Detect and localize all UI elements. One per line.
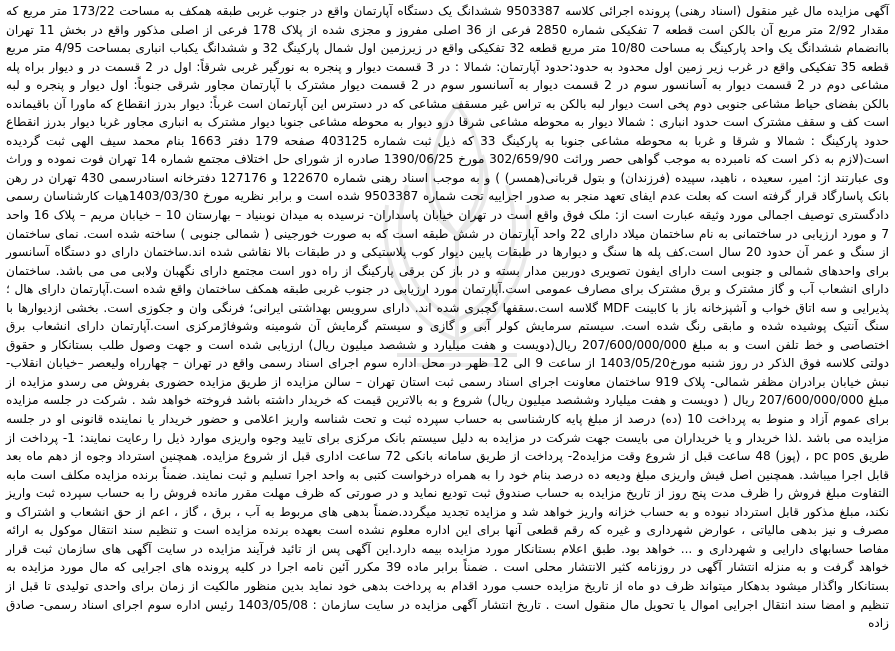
auction-notice-text: آگهی مزایده مال غیر منقول (اسناد رهنی) پرونده اجرائی کلاسه 9503387 ششدانگ یک دستگاه آپارتمان واقع در جنوب غربی طبقه همکف به مساحت 173/22 متر مربع که مقدار 2/92 متر مربع آن بالکن است قطعه 7 تفکیکی شماره 2850 فرعی از 36 اصلی مفروز و مجزی شده از پلاک 178 فرعی از اصلی مذکور واقع در بخش 11 تهران باانضمام ششدانگ یک واحد پارکینگ به مساحت 10/80 متر مربع قطعه 32 تفکیکی واقع در زیرزمین اول شمال پارکینگ 32 و ششدانگ یکباب انباری بمساحت 4/95 متر مربع قطعه 35 تفکیکی واقع در غرب زیر زمین اول محدود به حدود:حدود آپارتمان: شمالا : در 3 قسمت دیوار و پنجره به نورگیر غربی شرقاً: اول در 2 قسمت در و دیوار براه پله مشاعی دوم در 2 قسمت دیوار به آسانسور سوم در 2 قسمت دیوار به آسانسور سوم در 2 قسمت دیوار مشترک با آپارتمان مجاور شرقی جنوباً: اول دیوار و پنجره و لبه بالکن بفضای حیاط مشاعی جنوبی دوم پخی است دیوار لبه بالکن به تراس غیر مسقف مشاعی که در دسترس این آپارتمان است غرباً: دیوار بدرز انقطاع که ماورا آن باقیمانده است کف و سقف مشترک است حدود انباری : شمالا دیوار به محوطه مشاعی شرقا درو دیوار به محوطه مشاعی جنوبا دیوار مشترک به انباری مجاور غربا دیوار بدرز انقطاع حدود پارکینگ : شمالا و شرقا و غربا به محوطه مشاعی جنوبا به پارکینگ 33 که ذیل ثبت شماره 403125 صفحه 179 دفتر 1663 بنام محمد سیف الهی ثبت گردیده است(لازم به ذکر است که نامبرده به موجب گواهی حصر وراثت 302/659/90 مورخ 1390/06/25 صادره از شورای حل اختلاف مجتمع شماره 14 تهران فوت نموده و وراث وی عبارتند از: امیر، سعیده ، ناهید، سپیده (فرزندان) و بتول قربانی(همسر) ) و به موجب اسناد رهنی شماره 122670 و 127176 دفترخانه اسنادرسمی 430 تهران در رهن بانک پاسارگاد قرار گرفته است که بعلت عدم ایفای تعهد منجر به صدور اجراییه تحت شماره 9503387 شده است و برابر نظریه مورخ 1403/03/30هیات کارشناسان رسمی دادگستری توصیف اجمالی مورد وثیقه عبارت است از: ملک فوق واقع است در تهران خیابان پاسداران- نرسیده به میدان نوبنیاد – بهارستان 10 – خیابان مریم – پلاک 16 واحد 7 و مورد ارزیابی در ساختمانی به نام ساختمان میلاد دارای 22 واحد آپارتمان در شش طبقه است که به صورت خورجینی ( شمالی جنوبی ) ساخته شده است. نمای ساختمان از سنگ و عمر آن حدود 20 سال است.کف پله ها سنگ و دیوارها در طبقات پایین دیوار کوب پلاستیکی و در طبقات بالا نقاشی شده اند.ساختمان دارای دو دستگاه آسانسور برای واحدهای شمالی و جنوبی است دارای ایفون تصویری دوربین مدار بسته و در باز کن برقی پارکینگ از راه دور است مجتمع دارای نگهبان ولابی می می باشد. ساختمان دارای انشعاب آب و گاز مشترک و برق مشترک برای مصارف عمومی است.آپارتمان مورد ارزیابی در جنوب غربی طبقه همکف ساختمان واقع شده است.آپارتمان دارای هال ؛ پذیرایی و سه اتاق خواب و آشپزخانه باز با کابینت MDF گلاسه است.سقفها گچبری شده اند. دارای سرویس بهداشتی ایرانی؛ فرنگی وان و جکوزی است. بخشی ازدیوارها با سنگ آنتیک پوشیده شده و مابقی رنگ شده است. سیستم سرمایش کولر آبی و گازی و سیستم گرمایش آن شومینه وشوفاژمرکزی است.آپارتمان دارای انشعاب برق اختصاصی و خط تلفن است و به مبلغ 207/600/000/000 ریال(دویست و هفت میلیارد و ششصد میلیون ریال) ارزیابی شده است و جهت وصول طلب بستانکار و حقوق دولتی کلاسه فوق الذکر در روز شنبه مورخ1403/05/20 از ساعت 9 الی 12 ظهر در محل اداره سوم اجرای اسناد رسمی واقع در تهران – چهارراه ولیعصر –خیابان انقلاب- نبش خیابان برادران مظفر شمالی- پلاک 919 ساختمان معاونت اجرای اسناد رسمی ثبت استان تهران – سالن مزایده از طریق مزایده حضوری بفروش می رسدو مزایده از مبلغ 207/600/000/000 ریال ( دویست و هفت میلیارد وششصد میلیون ریال) شروع و به بالاترین قیمت که خریدار داشته باشد فروخته خواهد شد . شرکت در جلسه مزایده برای عموم آزاد و منوط به پرداخت 10 (ده) درصد از مبلغ پایه کارشناسی به حساب سپرده ثبت و تحت شناسه واریز اعلامی و حضور خریدار یا نماینده قانونی او در جلسه مزایده می باشد .لذا خریدار و یا خریداران می بایست جهت شرکت در مزایده به دلیل سیستم بانک مرکزی برای تایید وجوه واریزی موارد ذیل را رعایت نمایند: 1- پرداخت از طریق pc pos ، (پوز) 48 ساعت قبل از شروع وقت مزایده2- پرداخت از طریق سامانه بانکی 72 ساعت اداری قبل از شروع مزایده. همچنین استرداد وجوه از دهم ماه بعد قابل اجرا میباشد. همچنین اصل فیش واریزی مبلغ ودیعه ده درصد بنام خود را به همراه درخواست کتبی به واحد اجرا تسلیم و ثبت نمایند. ضمناً برنده مزایده مکلف است مابه التفاوت مبلغ فروش را ظرف مدت پنج روز از تاریخ مزایده به حساب صندوق ثبت تودیع نماید و در صورتی که ظرف مهلت مقرر مانده فروش را به حساب سپرده ثبت واریز نکند، مبلغ مذکور قابل استرداد نبوده و به حساب خزانه واریز خواهد شد و مزایده تجدید میگردد.ضمناً بدهی های مربوط به آب ، برق ، گاز ، اعم از حق انشعاب و اشتراک و مصرف و نیز بدهی مالیاتی ، عوارض شهرداری و غیره که رقم قطعی آنها برای این اداره معلوم نشده است بعهده برنده مزایده است و تنظیم سند انتقال موکول به ارائه مفاصا حسابهای دارایی و شهرداری و ... خواهد بود. طبق اعلام بستانکار مورد مزایده بیمه دارد.این آگهی پس از تائید فرآیند مزایده در سایت آگهی های سازمان ثبت قرار خواهد گرفت و به منزله انتشار آگهی در روزنامه کثیر الانتشار محلی است . ضمناً برابر ماده 39 مکرر آئین نامه اجرا در کلیه پرونده های اجرایی که مال مورد مزایده به بستانکار واگذار میشود بدهکار میتواند ظرف دو ماه از تاریخ مزایده حسب مورد اقدام به پرداخت بدهی خود نماید بدین منظور مالکیت از زمان برای واحدی تولیدی تا قبل از تنظیم و امضا سند انتقال اجرایی اموال یا تحویل مال منقول است . تاریخ انتشار آگهی مزایده در سایت سازمان : 1403/05/08 رئیس اداره سوم اجرای اسناد رسمی- صادق زاده <box>6 4 890 631</box>
